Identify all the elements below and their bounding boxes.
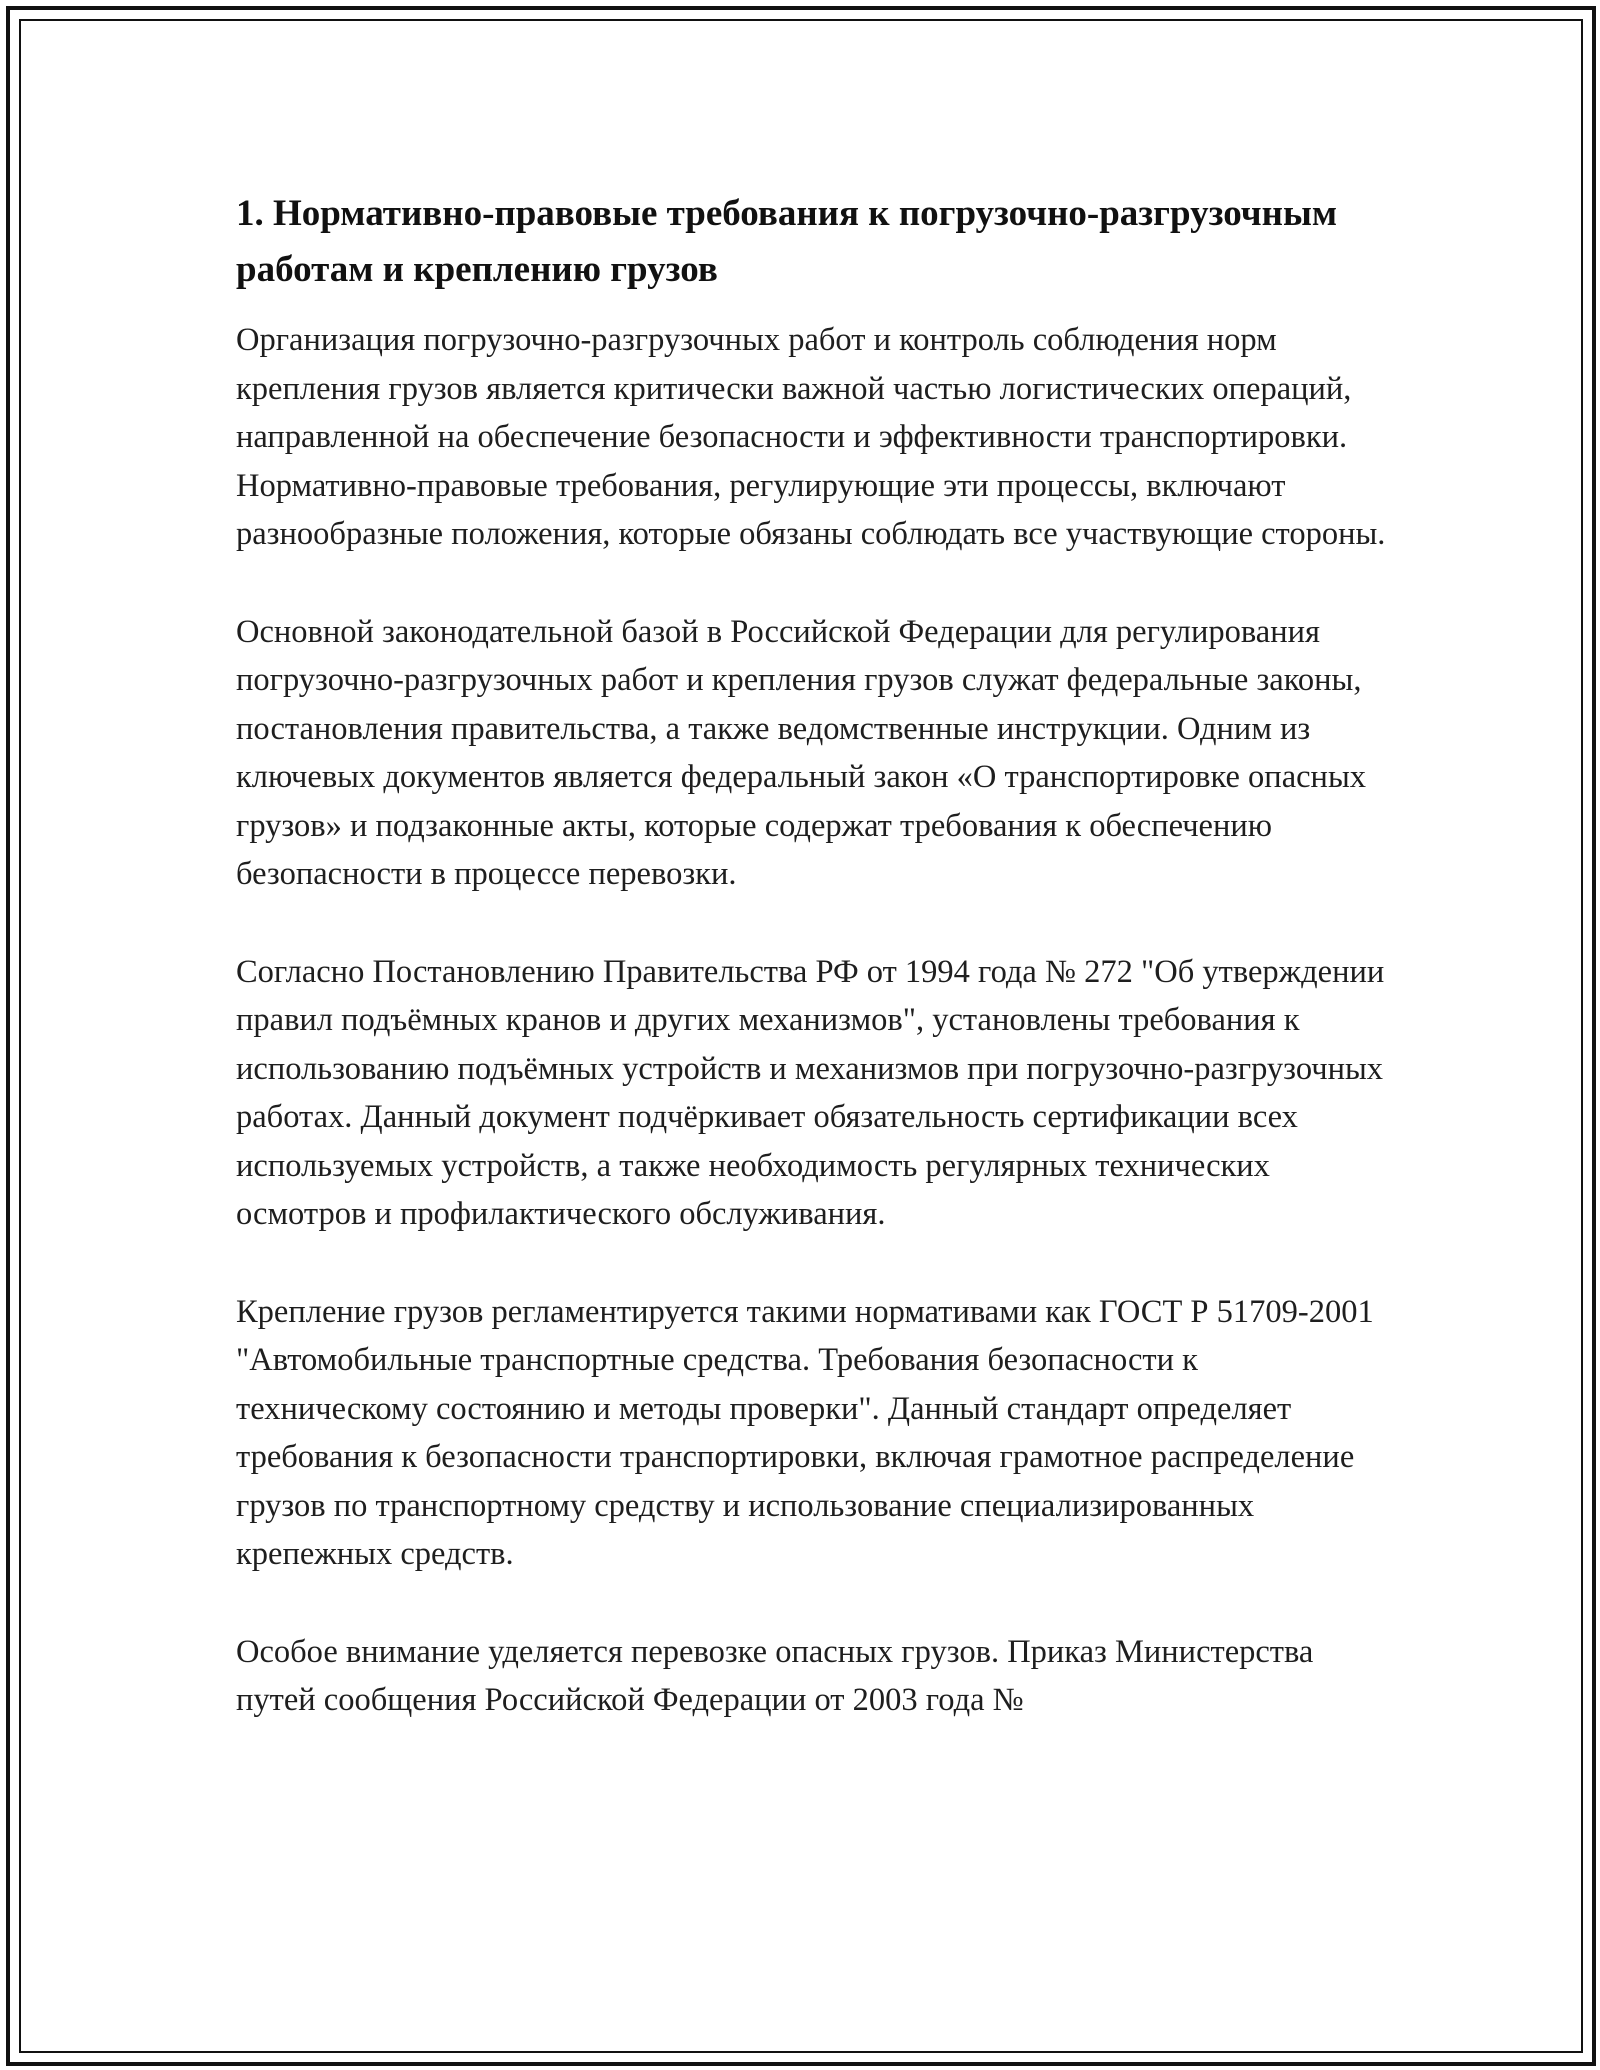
section-heading: 1. Нормативно-правовые требования к погрузочно-разгрузочным работам и креплению грузов xyxy=(236,193,1338,290)
paragraph-4: Крепление грузов регламентируется такими нормативами как ГОСТ Р 51709-2001 "Автомобильные транспортные средства. Требования безопасности к техническому состоянию и методы проверки". Данный стандарт определяет требования к безопасности транспортировки, включая грамотное распределение грузов по транспортному средству и использование специализированных крепежных средств. xyxy=(236,1293,1374,1572)
paragraph-5: Особое внимание уделяется перевозке опасных грузов. Приказ Министерства путей сообщения Российской Федерации от 2003 года № xyxy=(236,1633,1314,1718)
document-body xyxy=(236,186,1386,1774)
paragraph-1: Организация погрузочно-разгрузочных работ и контроль соблюдения норм крепления грузов является критически важной частью логистических операций, направленной на обеспечение безопасности и эффективности транспортировки. Нормативно-правовые требования, регулирующие эти процессы, включают разнообразные положения, которые обязаны соблюдать все участвующие стороны. xyxy=(236,322,1386,552)
paragraph-3: Согласно Постановлению Правительства РФ от 1994 года № 272 "Об утверждении правил подъёмных кранов и других механизмов", установлены требования к использованию подъёмных устройств и механизмов при погрузочно-разгрузочных работах. Данный документ подчёркивает обязательность сертификации всех используемых устройств, а также необходимость регулярных технических осмотров и профилактического обслуживания. xyxy=(236,953,1385,1232)
paragraph-2: Основной законодательной базой в Российской Федерации для регулирования погрузочно-разгрузочных работ и крепления грузов служат федеральные законы, постановления правительства, а также ведомственные инструкции. Одним из ключевых документов является федеральный закон «О транспортировке опасных грузов» и подзаконные акты, которые содержат требования к обеспечению безопасности в процессе перевозки. xyxy=(236,613,1367,892)
